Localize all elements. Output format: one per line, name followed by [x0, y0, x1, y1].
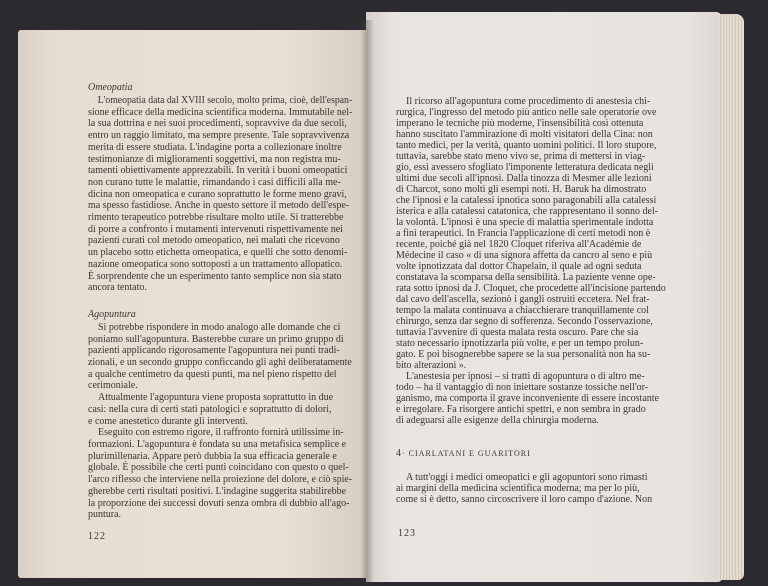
text-line: la proporzione dei successi dovuti senza ombra di dubbio all'ago-	[88, 497, 350, 509]
section-heading: Omeopatia	[88, 82, 133, 93]
text-line: recente, poiché già nel 1820 Cloquet riferiva all'Académie de	[396, 239, 642, 250]
text-line: cerimoniale.	[88, 380, 138, 392]
page-number-left: 122	[88, 531, 106, 542]
section-heading: Agopuntura	[88, 308, 136, 320]
text-line: rurgica, l'ingresso del metodo più antico nelle sale operatorie ove	[396, 107, 657, 118]
paragraph	[88, 95, 352, 294]
text-line: tanto medici, per la verità, quanto uomini politici. Il loro stupore,	[396, 140, 657, 151]
text-line: globale. È possibile che certi punti coincidano con questo o quel-	[88, 462, 349, 474]
text-line: zionali, e un secondo gruppo conficcando gli aghi deliberatamente	[88, 357, 352, 369]
text-line: A tutt'oggi i medici omeopatici e gli agopuntori sono rimasti	[406, 472, 648, 483]
text-line: di Charcot, sono molti gli esempi noti. H. Baruk ha dimostrato	[396, 184, 647, 195]
text-line: formazioni. L'agopuntura è fondata su una metafisica semplice e	[88, 438, 347, 450]
left-page-text	[88, 81, 352, 521]
text-line: rimento terapeutico potrebbe risultare molto utile. Si tratterebbe	[88, 212, 344, 224]
text-line: come si è detto, sanno circoscrivere il loro campo d'azione. Non	[396, 494, 653, 505]
chapter-section-title	[396, 448, 672, 460]
page-number-right: 123	[398, 528, 416, 539]
text-line: un placebo sotto etichetta omeopatica, e quelli che sotto denomi-	[88, 247, 348, 259]
text-line: che l'ipnosi e la catalessi ipnotica sono paragonabili alla catalessi	[396, 195, 657, 206]
text-line: ultimi due secoli all'ipnosi. Dalla tinozza di Mesmer alle lezioni	[396, 173, 652, 184]
paragraph	[396, 371, 672, 426]
text-line: non curano tutte le malattie, rimandando i casi difficili alla me-	[88, 176, 341, 188]
text-line: pazienti curati col metodo omeopatico, nei malati che ricevono	[88, 235, 340, 247]
text-line: bito alterazioni ».	[396, 360, 467, 371]
text-line: di porre a confronto i mutamenti intervenuti rispettivamente nei	[88, 223, 343, 235]
page-edges	[718, 14, 744, 580]
text-line: e irregolare. Fa risorgere antichi spettri, e non sembra in grado	[396, 404, 646, 415]
text-line: dicina non omeopatica e curano soprattutto le forme meno gravi,	[88, 188, 347, 200]
text-line: poniamo sull'agopuntura. Basterebbe curare un primo gruppo di	[88, 333, 344, 345]
text-line: chirurgo, senza dar segno di sofferenza. Secondo l'osservazione,	[396, 316, 653, 327]
text-line: tamenti obiettivamente apprezzabili. In verità i buoni omeopatici	[88, 165, 348, 177]
book-gutter	[360, 20, 374, 582]
text-line: L'anestesia per ipnosi – si tratti di agopuntura o di altro me-	[406, 371, 645, 382]
paragraph	[88, 427, 352, 521]
text-line: hanno suscitato l'ammirazione di molti visitatori della Cina: non	[396, 129, 653, 140]
text-line: l'arco riflesso che interviene nella proiezione del dolore, e ciò spie-	[88, 474, 353, 486]
text-line: ai margini della medicina scientifica moderna; ma per lo più,	[396, 483, 640, 494]
text-line: sione efficace della medicina scientifica moderna. Immutabile nel-	[88, 106, 353, 118]
text-line: stato necessario ipnotizzarla più volte, e per un tempo prolun-	[396, 338, 644, 349]
text-line: a qualche centimetro da questi punti, ma nel pieno rispetto del	[88, 368, 337, 380]
text-line: gato. E poi bisognerebbe sapere se la sua personalità non ha su-	[396, 349, 651, 360]
text-line: plurimillenaria. Appare però dubbia la sua efficacia generale e	[88, 450, 337, 462]
text-line: rata sotto ipnosi da J. Cloquet, che procedette all'incisione partendo	[396, 283, 666, 294]
text-line: volte ipnotizzata dal dottor Chapelain, il quale ad ogni seduta	[396, 261, 642, 272]
text-line: ma spesso fastidiose. Anche in questo settore il metodo dell'espe-	[88, 200, 350, 212]
text-line: pazienti applicando rigorosamente l'agopuntura nei punti tradi-	[88, 345, 340, 357]
text-line: casi: nella cura di certi stati patologici e soprattutto di dolori,	[88, 403, 332, 415]
text-line: Eseguito con estremo rigore, il raffronto fornirà utilissime in-	[98, 427, 344, 439]
text-line: ancora tentato.	[88, 282, 147, 294]
text-line: L'omeopatia data dal XVIII secolo, molto prima, cioè, dell'espan-	[97, 95, 353, 106]
text-line: dal cavo dell'ascella, sezionò i gangli ostruiti eccetera. Nel frat-	[396, 294, 650, 305]
text-line: testimonianze di miglioramenti soggettivi, ma non registra mu-	[88, 153, 341, 165]
text-line: gio, essi avessero sfogliato l'imponente letteratura dedicata negli	[396, 162, 654, 173]
text-line: constatava la scomparsa della sensibilità. La paziente venne ope-	[396, 272, 656, 283]
text-line: tuttavia l'avvenire di questa malata resta oscuro. Pare che sia	[396, 327, 639, 338]
text-line: È sorprendente che un esperimento tanto semplice non sia stato	[88, 270, 342, 282]
paragraph	[396, 96, 672, 371]
text-line: entro un raggio limitato, ma sempre presente. Tale sopravvivenza	[88, 130, 350, 142]
paragraph	[88, 392, 352, 427]
text-line: Attualmente l'agopuntura viene proposta soprattutto in due	[98, 392, 334, 404]
text-line: tuttavia, sarebbe stato meno vivo se, prima di mettersi in viag-	[396, 151, 646, 162]
text-line: puntura.	[88, 509, 122, 521]
text-line: isterica e alla catalessi catatonica, che rappresentano il sonno del-	[396, 206, 659, 217]
text-line: nazione omeopatica sono sottoposti a un trattamento allopatico.	[88, 258, 343, 270]
text-line: merita di essere studiata. L'indagine porta a collezionare inoltre	[88, 141, 342, 153]
right-page-text	[396, 96, 672, 505]
text-line: todo – ha il vantaggio di non iniettare sostanze tossiche nell'or-	[396, 382, 649, 393]
section-title: · CIARLATANI E GUARITORI	[402, 449, 531, 458]
text-line: imperano le tecniche più moderne, l'insensibilità così ottenuta	[396, 118, 644, 129]
paragraph	[396, 472, 672, 505]
text-line: a fini terapeutici. In Francia l'applicazione di certi metodi non è	[396, 228, 651, 239]
section-number: 4	[396, 448, 402, 459]
text-line: ganismo, ma comporta il grave inconveniente di essere incostante	[396, 393, 659, 404]
text-line: gherebbe certi risultati positivi. L'indagine suggerita stabilirebbe	[88, 485, 347, 497]
text-line: e come anestetico durante gli interventi.	[88, 415, 248, 427]
text-line: Il ricorso all'agopuntura come procedimento di anestesia chi-	[406, 96, 651, 107]
text-line: Médecine il caso « di una signora affetta da cancro al seno e più	[396, 250, 653, 261]
text-line: Si potrebbe rispondere in modo analogo alle domande che ci	[98, 321, 341, 333]
paragraph	[88, 322, 352, 392]
text-line: la volontà. L'ipnosi è una specie di malattia sperimentale indotta	[396, 217, 654, 228]
text-line: tempo la malata continuava a chiacchierare tranquillamente col	[396, 305, 649, 316]
text-line: la sua dottrina e nei suoi procedimenti, sopravvive da due secoli,	[88, 118, 347, 130]
text-line: di adeguarsi alle esigenze della chirurgia moderna.	[396, 415, 599, 426]
